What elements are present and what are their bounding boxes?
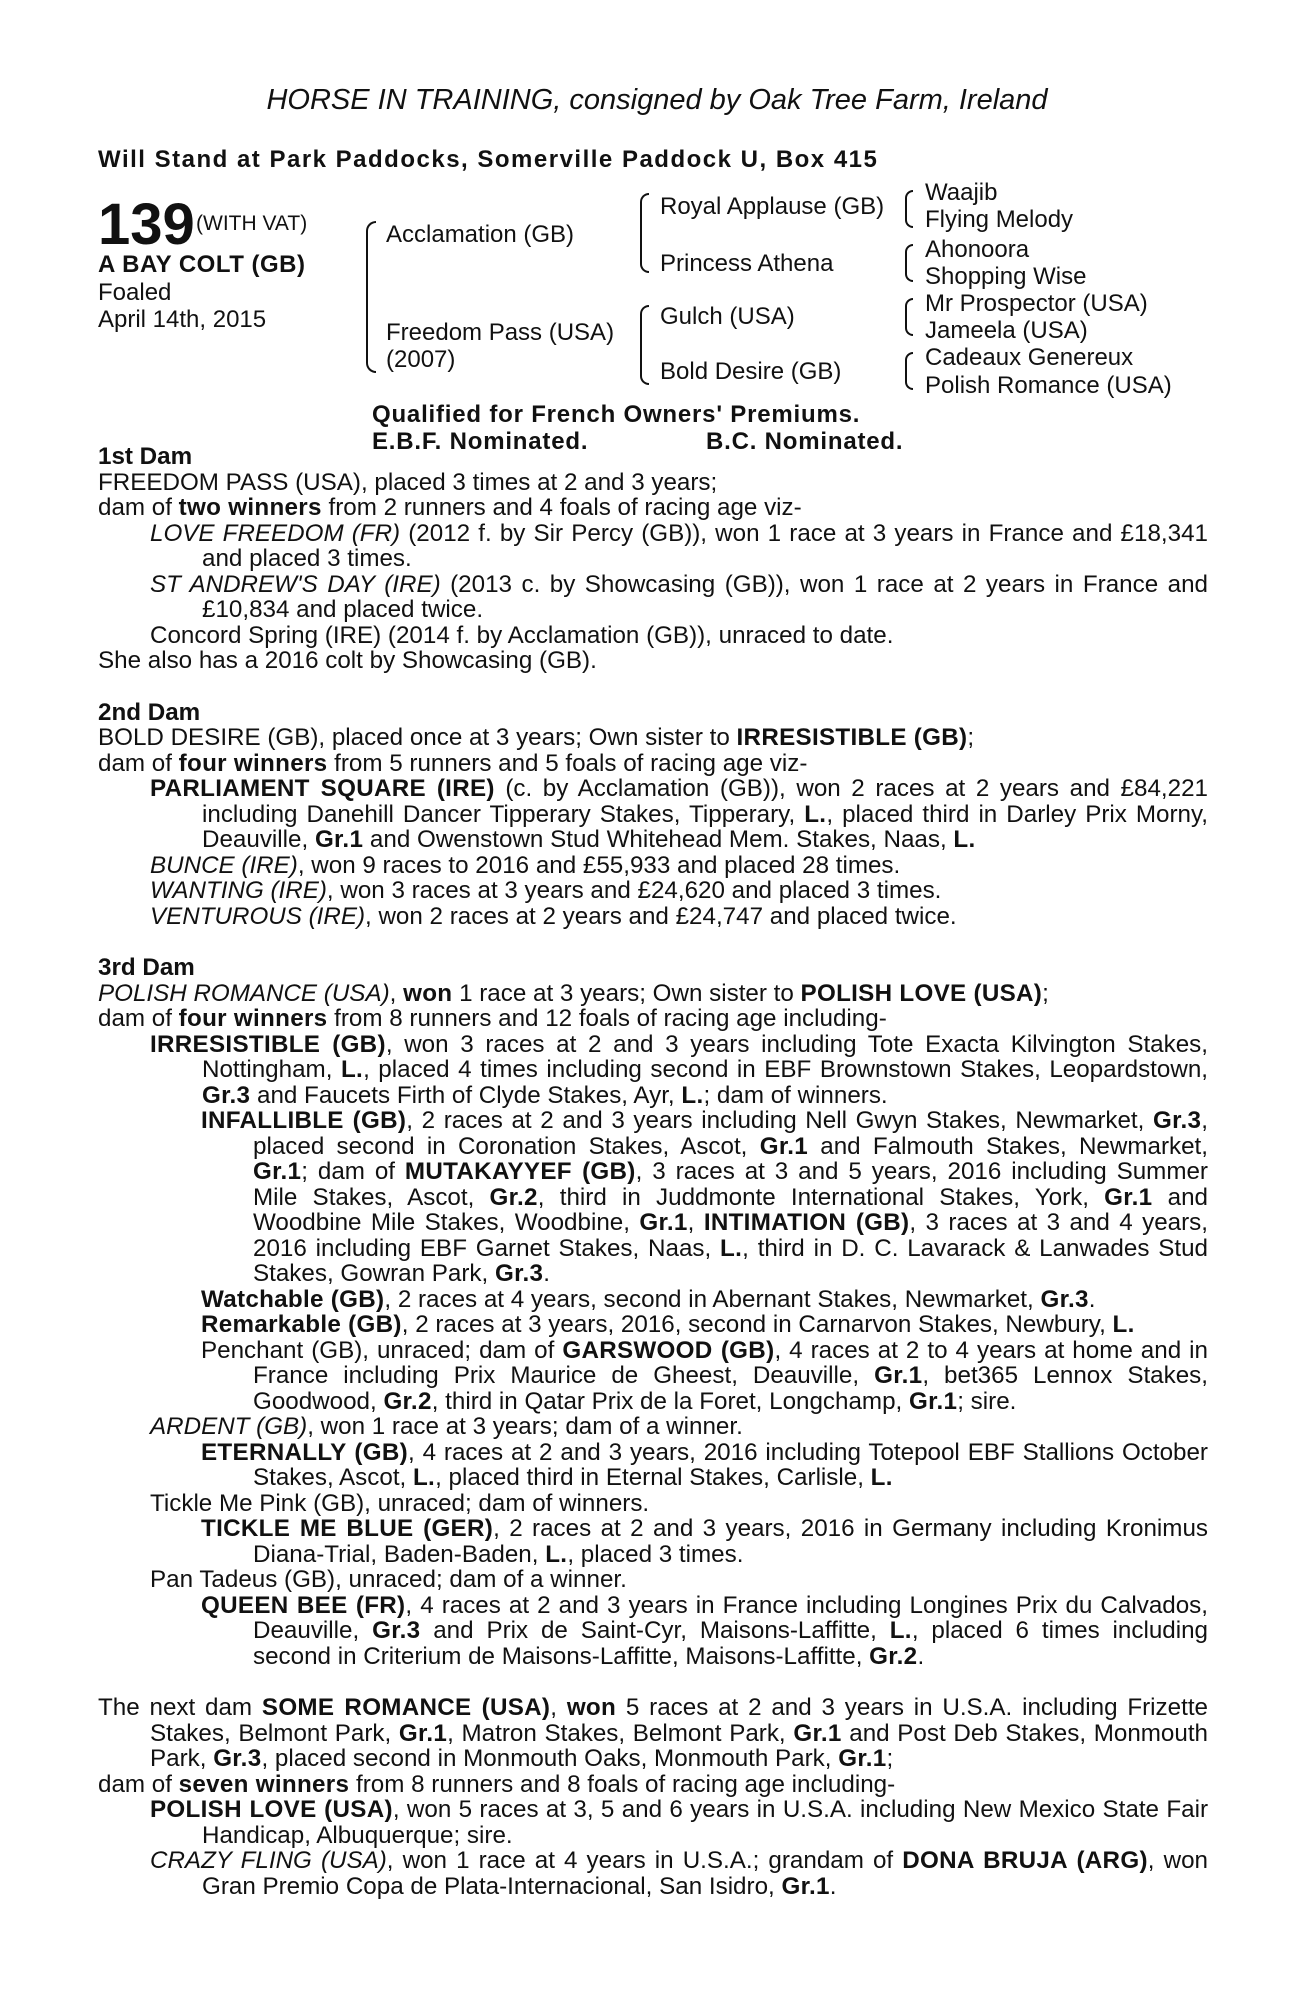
bold-text: L. [681,1081,704,1109]
pedigree-entry: PARLIAMENT SQUARE (IRE) (c. by Acclamation (GB)), won 2 races at 2 years and £84,221 including Danehill Dancer Tipperary Stakes, Tipperary, L., placed third in Darley Prix Morny, Deauville, Gr.1 and Owenstown Stud Whitehead Mem. Stakes, Naas, L. [150,775,1208,853]
pedigree-dam-year: (2007) [386,346,456,373]
pedigree-entry: dam of two winners from 2 runners and 4 foals of racing age viz- [98,494,802,521]
bold-text: L. [720,1234,743,1262]
foaled-label: Foaled [98,279,172,306]
pedigree-entry: ARDENT (GB), won 1 race at 3 years; dam of a winner. [150,1413,743,1440]
pedigree-sire-dam: Princess Athena [660,250,834,277]
pedigree-sdd: Shopping Wise [925,263,1087,290]
bold-text: Gr.1 [838,1745,887,1772]
pedigree-entry: INFALLIBLE (GB), 2 races at 2 and 3 years including Nell Gwyn Stakes, Newmarket, Gr.3, placed second in Coronation Stakes, Ascot, Gr.1 and Falmouth Stakes, Newmarket, Gr.1; dam of MUTAKAYYEF (GB), 3 races at 3 and 5 years, 2016 including Summer Mile Stakes, Ascot, Gr.2, third in Juddmonte International Stakes, York, Gr.1 and Woodbine Mile Stakes, Woodbine, Gr.1, INTIMATION (GB), 3 races at 3 and 4 years, 2016 including EBF Garnet Stakes, Naas, L., third in D. C. Lavarack & Lanwades Stud Stakes, Gowran Park, Gr.3. [201,1107,1208,1287]
bold-text: Gr.3 [213,1745,262,1772]
pedigree-entry: VENTUROUS (IRE), won 2 races at 2 years and £24,747 and placed twice. [150,902,957,930]
section-3 [98,955,1208,1669]
pedigree-sds: Ahonoora [925,236,1030,263]
qualification-french-premiums: Qualified for French Owners' Premiums. [372,401,861,428]
italic-text: CRAZY FLING (USA) [150,1847,387,1874]
brace-ds [905,298,913,336]
bold-text: Remarkable (GB) [201,1311,402,1338]
bold-text: L. [412,1464,436,1491]
section-4 [98,1695,1208,1899]
lot-number: 139 [98,192,195,257]
bold-text: GARSWOOD (GB) [562,1336,775,1364]
bold-text: L. [870,1464,893,1491]
bold-text: L. [545,1540,568,1568]
bold-text: L. [953,826,976,853]
bold-text: TICKLE ME BLUE (GER) [201,1515,494,1542]
qualification-bc: B.C. Nominated. [706,428,904,455]
pedigree-entry: Pan Tadeus (GB), unraced; dam of a winner. [150,1566,627,1593]
bold-text: Gr.3 [202,1081,251,1109]
pedigree-entry: She also has a 2016 colt by Showcasing (GB). [98,647,597,674]
pedigree-sss: Waajib [925,179,998,206]
bold-text: MUTAKAYYEF (GB) [404,1158,636,1185]
italic-text: WANTING (IRE) [150,877,327,904]
pedigree-dss: Mr Prospector (USA) [925,290,1148,317]
bold-text: Watchable (GB) [201,1285,385,1313]
pedigree-entry: Concord Spring (IRE) (2014 f. by Acclamation (GB)), unraced to date. [150,621,894,649]
pedigree-entry: TICKLE ME BLUE (GER), 2 races at 2 and 3 years, 2016 in Germany including Kronimus Diana-Trial, Baden-Baden, L., placed 3 times. [201,1515,1208,1568]
pedigree-entry: POLISH ROMANCE (USA), won 1 race at 3 years; Own sister to POLISH LOVE (USA); [98,979,1049,1007]
pedigree-entry: POLISH LOVE (USA), won 5 races at 3, 5 and 6 years in U.S.A. including New Mexico State Fair Handicap, Albuquerque; sire. [150,1796,1208,1849]
brace-sire [640,193,649,273]
brace-sire-dam [366,221,376,373]
bold-text: Gr.3 [1040,1285,1089,1313]
section-1 [98,444,1208,674]
italic-text: ARDENT (GB) [150,1413,308,1440]
pedigree-entry: FREEDOM PASS (USA), placed 3 times at 2 and 3 years; [98,468,718,496]
brace-dam [640,305,649,385]
pedigree-entry: BOLD DESIRE (GB), placed once at 3 years; Own sister to IRRESISTIBLE (GB); [98,724,975,751]
pedigree-entry: Penchant (GB), unraced; dam of GARSWOOD (GB), 4 races at 2 to 4 years at home and in France including Prix Maurice de Gheest, Deauville, Gr.1, bet365 Lennox Stakes, Goodwood, Gr.2, third in Qatar Prix de la Foret, Longchamp, Gr.1; sire. [201,1336,1208,1415]
bold-text: Gr.2 [489,1183,538,1211]
pedigree-dam-dam: Bold Desire (GB) [660,358,842,385]
pedigree-sire-sire: Royal Applause (GB) [660,193,885,220]
section-heading: 2nd Dam [98,698,201,726]
bold-text: won [403,979,453,1007]
bold-text: four winners [178,749,328,777]
bold-text: INFALLIBLE (GB) [201,1107,407,1134]
pedigree-entry: WANTING (IRE), won 3 races at 3 years and £24,620 and placed 3 times. [150,877,942,904]
italic-text: ST ANDREW'S DAY (IRE) [150,570,441,598]
pedigree-dsd: Jameela (USA) [925,317,1088,344]
pedigree-entry: QUEEN BEE (FR), 4 races at 2 and 3 years in France including Longines Prix du Calvados, Deauville, Gr.3 and Prix de Saint-Cyr, Maisons-Laffitte, L., placed 6 times including second in Criterium de Maisons-Laffitte, Maisons-Laffitte, Gr.2. [201,1591,1209,1670]
bold-text: Gr.2 [869,1642,918,1670]
pedigree-ssd: Flying Melody [925,206,1074,233]
bold-text: IRRESISTIBLE (GB) [150,1030,386,1058]
bold-text: QUEEN BEE (FR) [201,1591,406,1619]
bold-text: POLISH LOVE (USA) [150,1796,393,1823]
bold-text: ETERNALLY (GB) [201,1438,408,1466]
bold-text: SOME ROMANCE (USA) [261,1694,551,1721]
section-2 [98,700,1208,930]
brace-ss [905,190,913,228]
section-heading: 3rd Dam [98,954,195,981]
bold-text: Gr.1 [314,826,364,853]
bold-text: Gr.1 [793,1719,842,1747]
bold-text: Gr.1 [759,1132,808,1160]
pedigree-entry: Tickle Me Pink (GB), unraced; dam of winners. [150,1489,650,1517]
pedigree-sire: Acclamation (GB) [386,221,575,248]
bold-text: Gr.1 [639,1209,688,1236]
bold-text: Gr.1 [781,1872,830,1900]
bold-text: two winners [178,494,322,521]
lot-vat: (WITH VAT) [196,212,308,235]
pedigree-dds: Cadeaux Genereux [925,344,1134,371]
bold-text: Gr.1 [874,1362,923,1389]
bold-text: L. [804,800,827,828]
qualification-ebf: E.B.F. Nominated. [372,428,589,455]
italic-text: POLISH ROMANCE (USA) [98,979,390,1007]
foaled-date: April 14th, 2015 [98,306,267,333]
bold-text: INTIMATION (GB) [703,1209,910,1236]
bold-text: Gr.3 [494,1260,544,1287]
bold-text: Gr.1 [253,1158,302,1185]
bold-text: IRRESISTIBLE (GB) [736,724,968,751]
bold-text: DONA BRUJA (ARG) [902,1847,1148,1874]
bold-text: seven winners [178,1770,350,1798]
bold-text: L. [340,1056,364,1083]
bold-text: Gr.2 [383,1387,432,1415]
bold-text: L. [1112,1311,1135,1338]
section-heading: 1st Dam [98,443,193,470]
pedigree-ddd: Polish Romance (USA) [925,372,1172,399]
pedigree-entry: BUNCE (IRE), won 9 races to 2016 and £55,933 and placed 28 times. [150,851,901,879]
pedigree-entry: IRRESISTIBLE (GB), won 3 races at 2 and 3 years including Tote Exacta Kilvington Stakes, Nottingham, L., placed 4 times including second in EBF Brownstown Stakes, Leopardstown, Gr.3 and Faucets Firth of Clyde Stakes, Ayr, L.; dam of winners. [150,1030,1208,1109]
italic-text: LOVE FREEDOM (FR) [150,519,401,547]
bold-text: Gr.3 [372,1617,421,1644]
bold-text: L. [889,1617,912,1644]
pedigree-entry: dam of four winners from 5 runners and 5 foals of racing age viz- [98,749,808,777]
pedigree-entry: ST ANDREW'S DAY (IRE) (2013 c. by Showcasing (GB)), won 1 race at 2 years in France and £10,834 and placed twice. [150,570,1208,623]
pedigree-body [98,444,1208,1899]
pedigree-entry: Remarkable (GB), 2 races at 3 years, 2016, second in Carnarvon Stakes, Newbury, L. [201,1311,1135,1338]
bold-text: Gr.1 [398,1719,448,1747]
pedigree-entry: LOVE FREEDOM (FR) (2012 f. by Sir Percy (GB)), won 1 race at 3 years in France and £18,341 and placed 3 times. [150,519,1208,572]
brace-sd [905,244,913,282]
lot-description: A BAY COLT (GB) [98,251,306,278]
pedigree-entry: ETERNALLY (GB), 4 races at 2 and 3 years, 2016 including Totepool EBF Stallions October Stakes, Ascot, L., placed third in Eternal Stakes, Carlisle, L. [201,1438,1208,1491]
italic-text: VENTUROUS (IRE) [150,902,366,930]
bold-text: PARLIAMENT SQUARE (IRE) [150,775,495,802]
pedigree-entry: Watchable (GB), 2 races at 4 years, second in Abernant Stakes, Newmarket, Gr.3. [201,1285,1096,1313]
bold-text: Gr.3 [1153,1107,1202,1134]
stand-location: Will Stand at Park Paddocks, Somerville Paddock U, Box 415 [98,146,879,173]
bold-text: POLISH LOVE (USA) [800,979,1043,1007]
page-header: HORSE IN TRAINING, consigned by Oak Tree Farm, Ireland [266,84,1048,116]
bold-text: Gr.1 [1104,1183,1153,1211]
pedigree-entry: CRAZY FLING (USA), won 1 race at 4 years in U.S.A.; grandam of DONA BRUJA (ARG), won Gran Premio Copa de Plata-Internacional, San Isidro, Gr.1. [150,1847,1208,1900]
bold-text: Gr.1 [908,1387,958,1415]
pedigree-dam-sire: Gulch (USA) [660,303,795,330]
bold-text: four winners [178,1005,328,1032]
pedigree-entry: dam of seven winners from 8 runners and 8 foals of racing age including- [98,1770,896,1798]
pedigree-dam: Freedom Pass (USA) [386,319,615,346]
pedigree-entry: dam of four winners from 8 runners and 12 foals of racing age including- [98,1005,887,1032]
brace-dd [905,352,913,390]
bold-text: won [566,1694,617,1721]
italic-text: BUNCE (IRE) [150,851,298,879]
pedigree-entry: The next dam SOME ROMANCE (USA), won 5 races at 2 and 3 years in U.S.A. including Frizette Stakes, Belmont Park, Gr.1, Matron Stakes, Belmont Park, Gr.1 and Post Deb Stakes, Monmouth Park, Gr.3, placed second in Monmouth Oaks, Monmouth Park, Gr.1; [98,1694,1209,1772]
